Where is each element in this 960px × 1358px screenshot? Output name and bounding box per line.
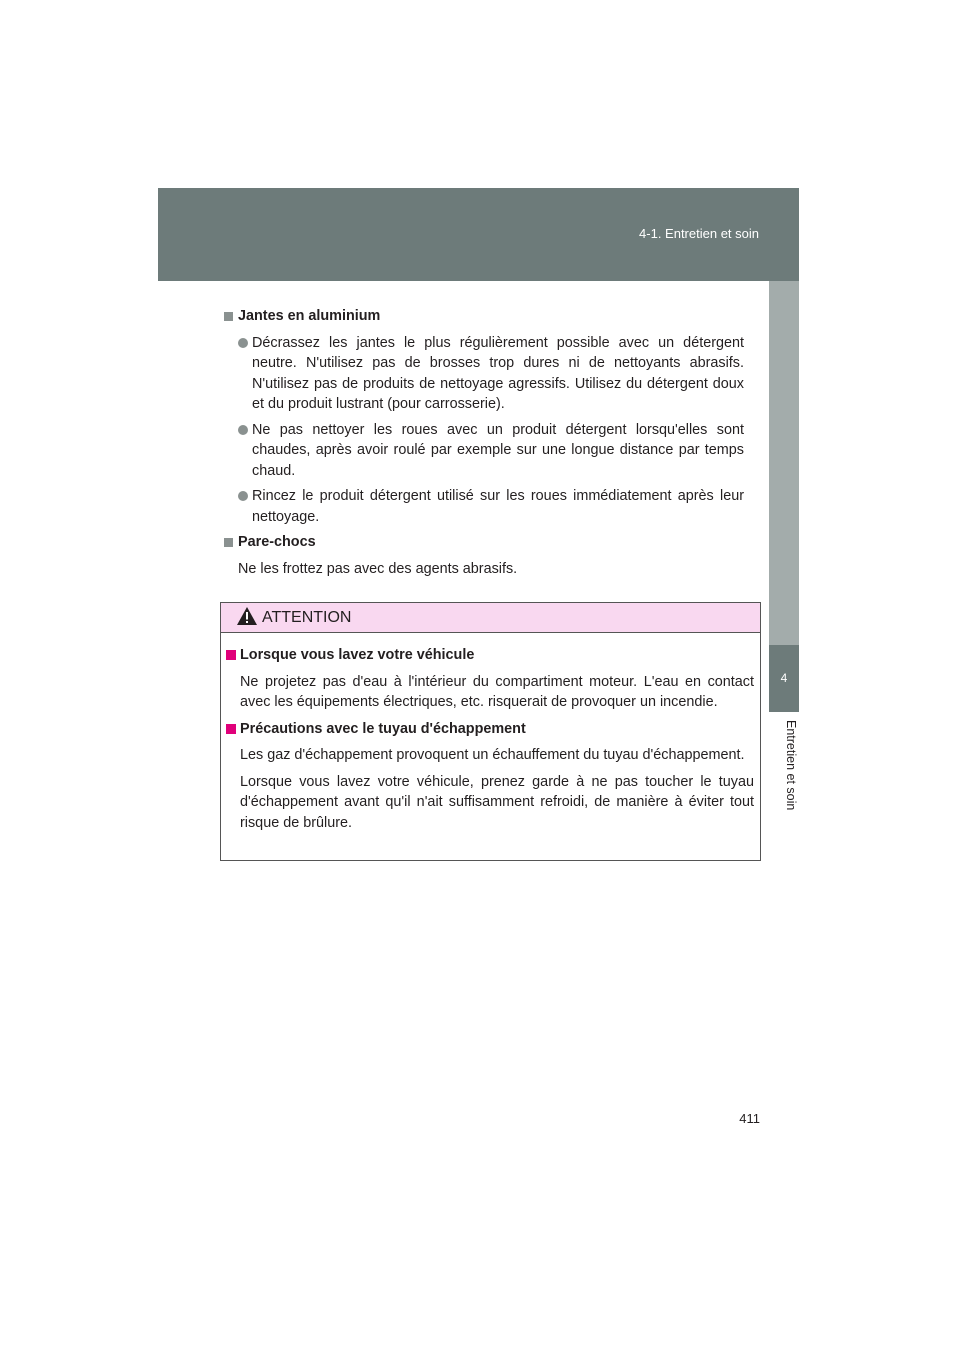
section-paragraph: Ne les frottez pas avec des agents abrasifs. (238, 560, 518, 577)
warning-paragraph: Lorsque vous lavez votre véhicule, prenez garde à ne pas toucher le tuyau d'échappement avant qu'il n'ait suffisamment refroidi, de manière à éviter tout risque de brûlure. (240, 773, 754, 831)
warning-triangle-icon (236, 606, 258, 626)
section-heading-text: Jantes en aluminium (238, 308, 381, 324)
round-bullet-icon (238, 338, 248, 348)
warning-box (220, 602, 761, 861)
square-bullet-icon (224, 538, 233, 547)
warning-paragraph: Ne projetez pas d'eau à l'intérieur du compartiment moteur. L'eau en contact avec les équipements électriques, etc. risquerait de provoquer un incendie. (240, 673, 754, 710)
header-band (158, 188, 799, 281)
round-bullet-icon (238, 425, 248, 435)
chapter-label: Entretien et soin (784, 720, 798, 811)
list-item-text: Décrassez les jantes le plus régulièrement possible avec un détergent neutre. N'utilisez pas de brosses trop dures ni de nettoyants abrasifs. N'utilisez pas de produits de nettoyage agressifs. Utilisez du détergent doux et du produit lustrant (pour carrosserie). (252, 334, 744, 412)
list-item (224, 420, 744, 482)
section-heading-text: Pare-chocs (238, 534, 316, 550)
warning-bullet-icon (226, 650, 236, 660)
section-heading-aluminium-wheels (224, 306, 744, 327)
warning-section-heading-text: Lorsque vous lavez votre véhicule (240, 647, 475, 663)
chapter-tab[interactable] (769, 645, 799, 712)
square-bullet-icon (224, 312, 233, 321)
section-heading-bumpers (224, 532, 744, 553)
warning-body (221, 633, 760, 833)
side-tab-background (769, 281, 799, 645)
list-item (224, 333, 744, 415)
warning-section-heading (226, 719, 754, 740)
page-number: 411 (739, 1111, 760, 1126)
warning-section-heading-text: Précautions avec le tuyau d'échappement (240, 720, 526, 737)
warning-bullet-icon (226, 724, 236, 734)
list-item-text: Ne pas nettoyer les roues avec un produit détergent lorsqu'elles sont chaudes, après avoir roulé par exemple sur une longue distance par temps chaud. (252, 421, 744, 479)
list-item (224, 486, 744, 527)
main-content (224, 306, 744, 585)
chapter-number: 4 (780, 671, 788, 685)
section-title: 4-1. Entretien et soin (639, 226, 759, 241)
warning-paragraph: Les gaz d'échappement provoquent un échauffement du tuyau d'échappement. (240, 747, 745, 763)
warning-header (221, 603, 760, 633)
list-item-text: Rincez le produit détergent utilisé sur les roues immédiatement après leur nettoyage. (252, 488, 744, 525)
warning-section-heading (226, 645, 754, 666)
warning-title: ATTENTION (262, 609, 352, 626)
round-bullet-icon (238, 491, 248, 501)
